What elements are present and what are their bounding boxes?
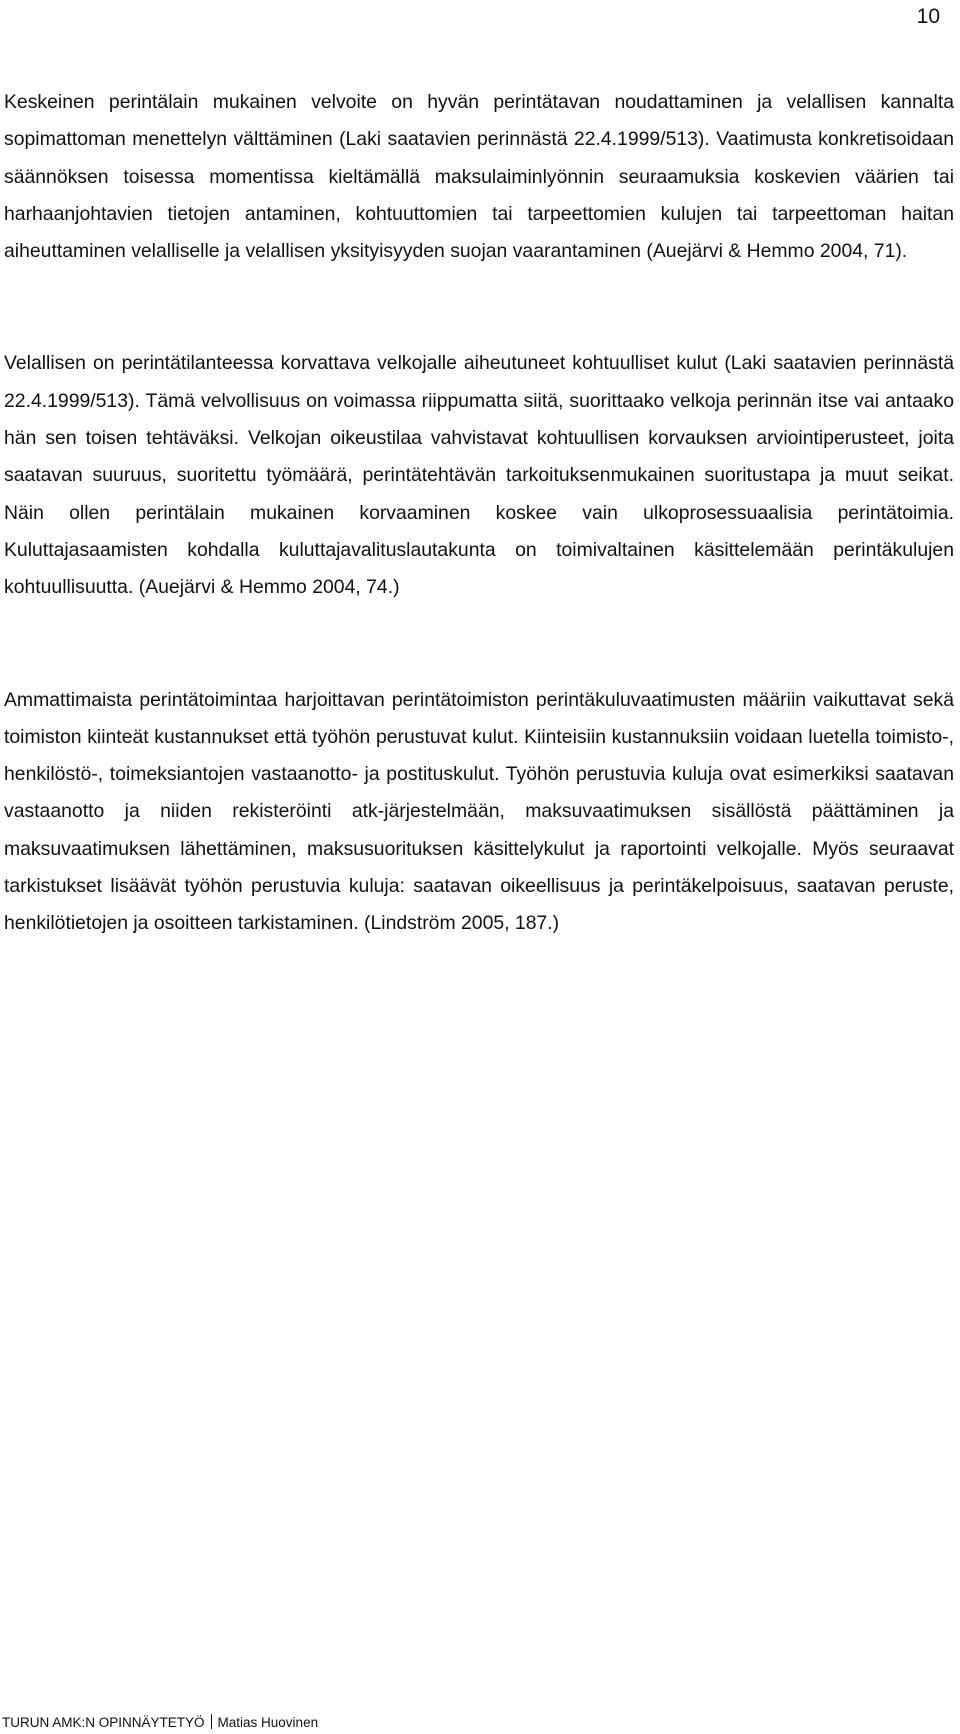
footer-institution: TURUN AMK:N OPINNÄYTETYÖ	[2, 1715, 205, 1730]
paragraph-1: Keskeinen perintälain mukainen velvoite on hyvän perintätavan noudattaminen ja velallisen kannalta sopimattoman menettelyn välttäminen (Laki saatavien perinnästä 22.4.1999/513). Vaatimusta konkretisoidaan säännöksen toisessa momentissa kieltämällä maksulaiminlyönnin seuraamuksia koskevien väärien tai harhaanjohtavien tietojen antaminen, kohtuuttomien tai tarpeettomien kulujen tai tarpeettoman haitan aiheuttaminen velalliselle ja velallisen yksityisyyden suojan vaarantaminen (Auejärvi & Hemmo 2004, 71).	[4, 91, 954, 263]
footer-author: Matias Huovinen	[217, 1715, 319, 1730]
page-footer	[2, 1714, 318, 1732]
paragraph-2: Velallisen on perintätilanteessa korvattava velkojalle aiheutuneet kohtuulliset kulut (Laki saatavien perinnästä 22.4.1999/513). Tämä velvollisuus on voimassa riippumatta siitä, suorittaako velkoja perinnän itse vai antaako hän sen toisen tehtäväksi. Velkojan oikeustilaa vahvistavat kohtuullisen korvauksen arviointiperusteet, joita saatavan suuruus, suoritettu työmäärä, perintätehtävän tarkoituksenmukainen suoritustapa ja muut seikat. Näin ollen perintälain mukainen korvaaminen koskee vain ulkoprosessuaalisia perintätoimia. Kuluttajasaamisten kohdalla kuluttajavalituslautakunta on toimivaltainen käsittelemään perintäkulujen kohtuullisuutta. (Auejärvi & Hemmo 2004, 74.)	[4, 352, 954, 599]
body-text	[0, 84, 960, 943]
page-number: 10	[916, 5, 940, 28]
paragraph-3: Ammattimaista perintätoimintaa harjoittavan perintätoimiston perintäkuluvaatimusten määriin vaikuttavat sekä toimiston kiinteät kustannukset että työhön perustuvat kulut. Kiinteisiin kustannuksiin voidaan luetella toimisto-, henkilöstö-, toimeksiantojen vastaanotto- ja postituskulut. Työhön perustuvia kuluja ovat esimerkiksi saatavan vastaanotto ja niiden rekisteröinti atk-järjestelmään, maksuvaatimuksen sisällöstä päättäminen ja maksuvaatimuksen lähettäminen, maksusuorituksen käsittelykulut ja raportointi velkojalle. Myös seuraavat tarkistukset lisäävät työhön perustuvia kuluja: saatavan oikeellisuus ja perintäkelpoisuus, saatavan peruste, henkilötietojen ja osoitteen tarkistaminen. (Lindström 2005, 187.)	[4, 688, 954, 935]
footer-separator	[211, 1714, 212, 1729]
